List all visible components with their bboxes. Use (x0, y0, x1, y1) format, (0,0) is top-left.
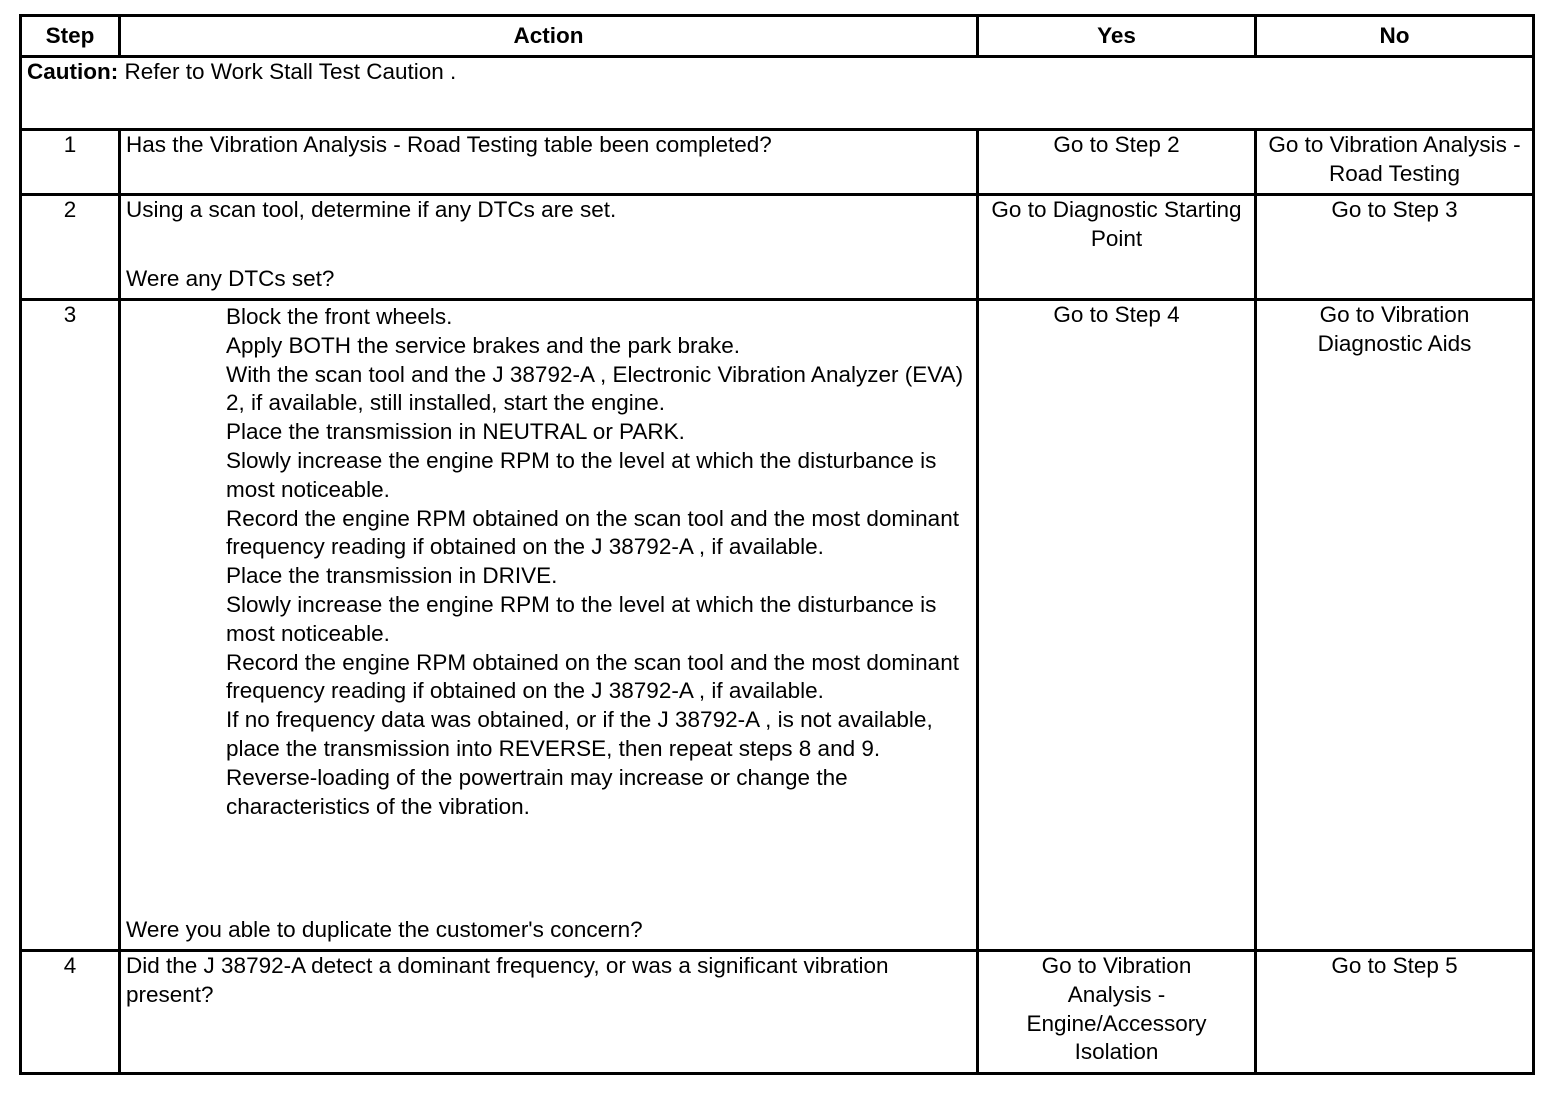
table-row (21, 300, 1534, 951)
diagnostic-table (19, 14, 1535, 1075)
yes-result[interactable] (978, 195, 1256, 300)
table-row (21, 130, 1534, 195)
list-item: Block the front wheels. (226, 304, 453, 329)
action-cell (120, 300, 978, 951)
yes-result[interactable] (978, 300, 1256, 951)
step-number: 1 (21, 130, 120, 195)
list-item: Apply BOTH the service brakes and the park brake. (226, 332, 740, 358)
action-question: Were you able to duplicate the customer's concern? (126, 917, 643, 943)
substep-list (126, 303, 971, 821)
action-text: Did the J 38792-A detect a dominant frequency, or was a significant vibration present? (120, 951, 978, 1074)
no-link[interactable]: Go to Vibration Diagnostic Aids (1317, 302, 1472, 356)
no-link[interactable]: Go to Step 5 (1331, 953, 1458, 978)
list-item: Place the transmission in NEUTRAL or PARK. (226, 419, 685, 445)
list-item: With the scan tool and the J 38792-A , Electronic Vibration Analyzer (EVA) 2, if available, still installed, start the engine. (226, 361, 964, 416)
action-question: Were any DTCs set? (126, 266, 335, 292)
action-text: Using a scan tool, determine if any DTCs are set. (126, 197, 617, 222)
yes-link[interactable]: Go to Diagnostic Starting Point (991, 197, 1242, 251)
caution-text: Refer to Work Stall Test Caution . (118, 59, 457, 84)
yes-link[interactable]: Go to Step 4 (1053, 302, 1180, 327)
no-link[interactable]: Go to Step 3 (1331, 197, 1458, 222)
list-item: Record the engine RPM obtained on the scan tool and the most dominant frequency reading if obtained on the J 38792-A , if available. (226, 505, 959, 560)
no-result[interactable] (1256, 195, 1534, 300)
header-no: No (1256, 16, 1534, 57)
yes-result[interactable] (978, 130, 1256, 195)
caution-row (21, 57, 1534, 130)
header-yes: Yes (978, 16, 1256, 57)
header-action: Action (120, 16, 978, 57)
yes-link[interactable]: Go to Vibration Analysis - Engine/Accessory Isolation (1026, 953, 1207, 1065)
no-result[interactable] (1256, 130, 1534, 195)
header-step: Step (21, 16, 120, 57)
list-item: Slowly increase the engine RPM to the level at which the disturbance is most noticeable. (226, 591, 937, 646)
list-item: Place the transmission in DRIVE. (226, 563, 558, 589)
caution-cell (21, 57, 1534, 130)
no-result[interactable] (1256, 951, 1534, 1074)
step-number: 2 (21, 195, 120, 300)
no-link[interactable]: Go to Vibration Analysis - Road Testing (1268, 132, 1521, 186)
step-number: 4 (21, 951, 120, 1074)
no-result[interactable] (1256, 300, 1534, 951)
list-item: If no frequency data was obtained, or if the J 38792-A , is not available, place the transmission into REVERSE, then repeat steps 8 and 9. Reverse-loading of the powertrain may increase or change the characteristics of the vibration. (226, 707, 933, 819)
table-row (21, 195, 1534, 300)
action-cell (120, 195, 978, 300)
list-item: Slowly increase the engine RPM to the level at which the disturbance is most noticeable. (226, 447, 937, 502)
list-item: Record the engine RPM obtained on the scan tool and the most dominant frequency reading if obtained on the J 38792-A , if available. (226, 649, 959, 704)
action-text: Has the Vibration Analysis - Road Testing table been completed? (120, 130, 978, 195)
yes-result[interactable] (978, 951, 1256, 1074)
header-row (21, 16, 1534, 57)
caution-label: Caution: (27, 59, 119, 84)
yes-link[interactable]: Go to Step 2 (1053, 132, 1180, 157)
step-number: 3 (21, 300, 120, 951)
table-row (21, 951, 1534, 1074)
